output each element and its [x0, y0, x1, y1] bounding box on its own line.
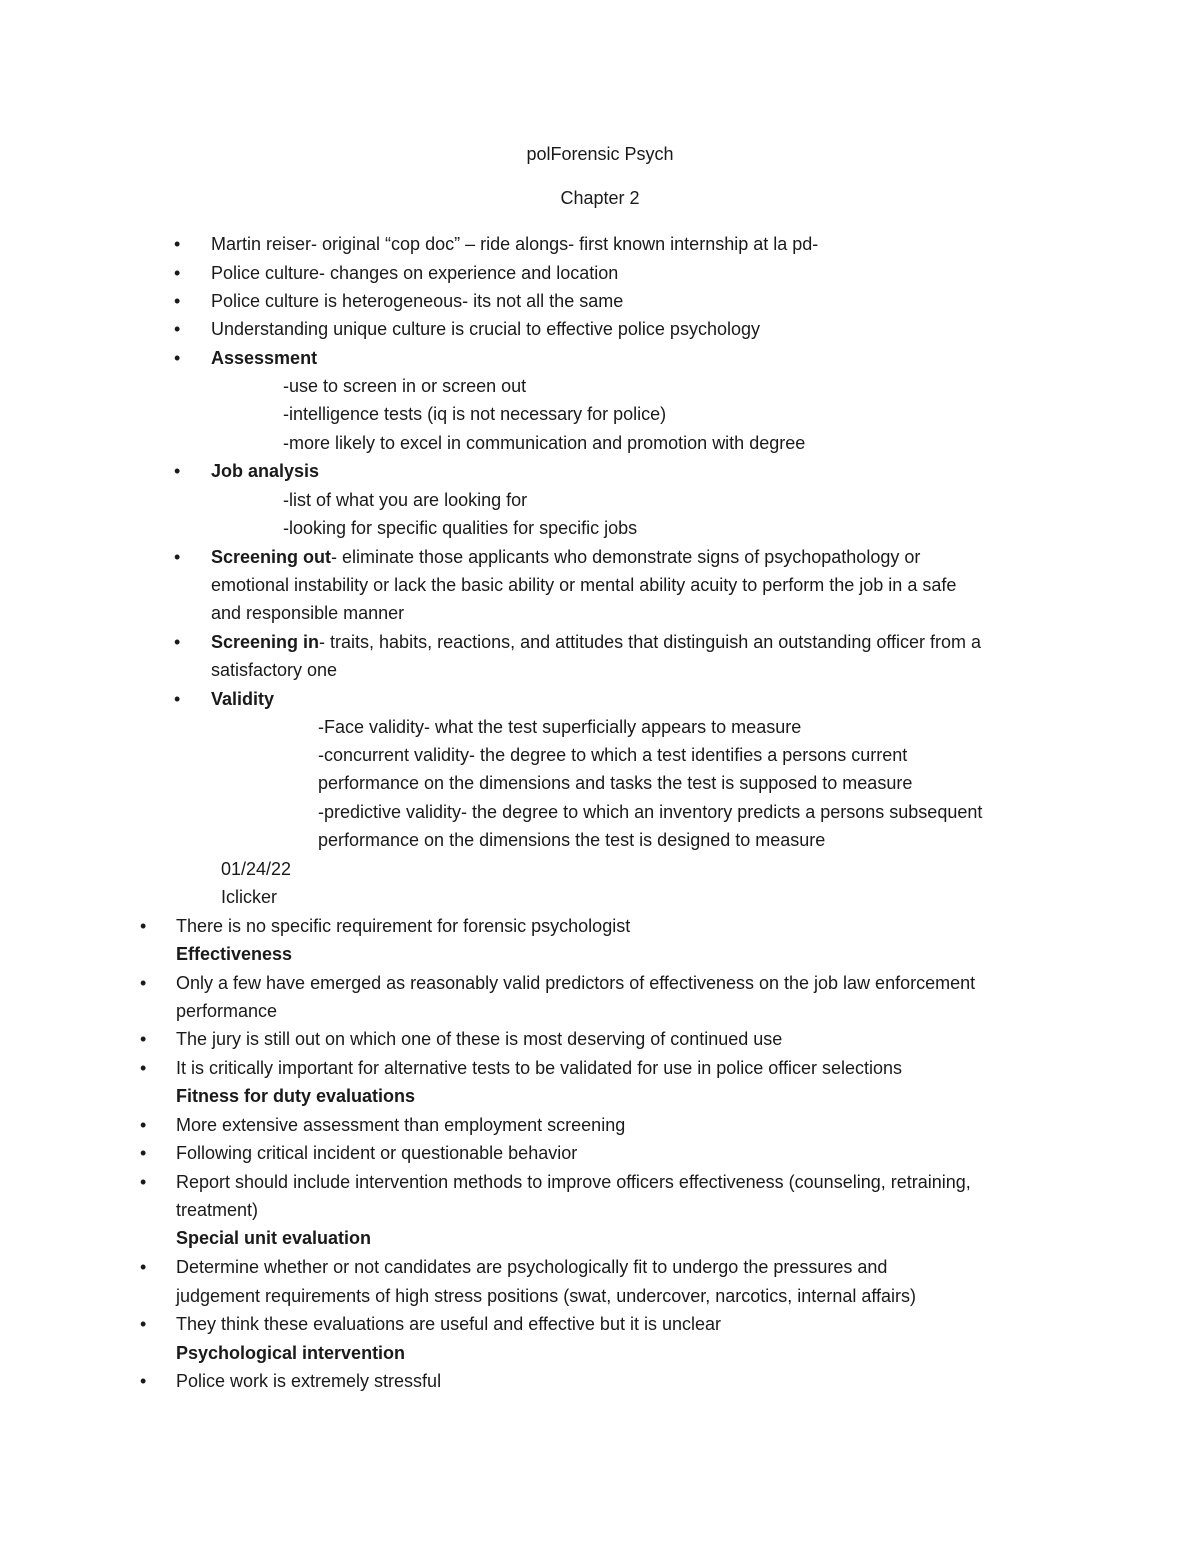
bullet-icon: • [174, 461, 181, 481]
sub-item: performance on the dimensions the test is designed to measure [318, 830, 826, 850]
fitness-heading: Fitness for duty evaluations [176, 1086, 416, 1106]
sub-item: -concurrent validity- the degree to which a test identifies a persons current [318, 745, 908, 765]
bullet-icon: • [174, 547, 181, 567]
bullet-icon: • [140, 916, 147, 936]
list-item: Understanding unique culture is crucial to effective police psychology [211, 319, 760, 339]
effectiveness-heading: Effectiveness [176, 944, 293, 964]
screening-out-term: Screening out [211, 547, 332, 567]
list-item [211, 543, 920, 571]
list-item: They think these evaluations are useful and effective but it is unclear [176, 1314, 721, 1334]
screening-out-text: - eliminate those applicants who demonstrate signs of psychopathology or [331, 547, 921, 567]
bullet-icon: • [140, 973, 147, 993]
sub-item: -looking for specific qualities for specific jobs [283, 518, 638, 538]
bullet-icon: • [140, 1371, 147, 1391]
iclicker-label: Iclicker [221, 887, 278, 907]
list-item: More extensive assessment than employment screening [176, 1115, 626, 1135]
sub-item: -use to screen in or screen out [283, 376, 527, 396]
list-item [211, 628, 981, 656]
bullet-icon: • [140, 1029, 147, 1049]
list-item: Martin reiser- original “cop doc” – ride alongs- first known internship at la pd- [211, 234, 819, 254]
list-item-continuation: treatment) [176, 1200, 259, 1220]
assessment-heading: Assessment [211, 348, 318, 368]
bullet-icon: • [140, 1058, 147, 1078]
bullet-icon: • [174, 234, 181, 254]
list-item: The jury is still out on which one of these is most deserving of continued use [176, 1029, 783, 1049]
bullet-icon: • [174, 632, 181, 652]
screening-in-term: Screening in [211, 632, 320, 652]
list-item-continuation: and responsible manner [211, 603, 405, 623]
list-item-continuation: performance [176, 1001, 278, 1021]
bullet-icon: • [140, 1314, 147, 1334]
list-item: Police culture is heterogeneous- its not all the same [211, 291, 624, 311]
psych-intervention-heading: Psychological intervention [176, 1343, 406, 1363]
bullet-icon: • [140, 1115, 147, 1135]
bullet-icon: • [140, 1172, 147, 1192]
list-item-continuation: emotional instability or lack the basic ability or mental ability acuity to perform the job in a safe [211, 575, 957, 595]
list-item: It is critically important for alternative tests to be validated for use in police officer selections [176, 1058, 903, 1078]
list-item: Determine whether or not candidates are psychologically fit to undergo the pressures and [176, 1257, 888, 1277]
date-label: 01/24/22 [221, 859, 292, 879]
bullet-icon: • [174, 689, 181, 709]
list-item: Police culture- changes on experience and location [211, 263, 619, 283]
screening-in-text: - traits, habits, reactions, and attitudes that distinguish an outstanding officer from a [319, 632, 982, 652]
bullet-icon: • [140, 1257, 147, 1277]
bullet-icon: • [174, 291, 181, 311]
sub-item: -list of what you are looking for [283, 490, 528, 510]
sub-item: -intelligence tests (iq is not necessary for police) [283, 404, 667, 424]
list-item: There is no specific requirement for forensic psychologist [176, 916, 631, 936]
sub-item: performance on the dimensions and tasks the test is supposed to measure [318, 773, 913, 793]
sub-item: -predictive validity- the degree to which an inventory predicts a persons subsequent [318, 802, 983, 822]
bullet-icon: • [174, 319, 181, 339]
sub-item: -Face validity- what the test superficially appears to measure [318, 717, 802, 737]
bullet-icon: • [174, 263, 181, 283]
special-unit-heading: Special unit evaluation [176, 1228, 372, 1248]
list-item: Following critical incident or questionable behavior [176, 1143, 578, 1163]
chapter-heading: Chapter 2 [560, 188, 640, 208]
bullet-icon: • [174, 348, 181, 368]
list-item: Report should include intervention methods to improve officers effectiveness (counseling, retraining, [176, 1172, 971, 1192]
bullet-icon: • [140, 1143, 147, 1163]
sub-item: -more likely to excel in communication and promotion with degree [283, 433, 806, 453]
list-item: Police work is extremely stressful [176, 1371, 442, 1391]
document-title: polForensic Psych [526, 144, 674, 164]
job-analysis-heading: Job analysis [211, 461, 320, 481]
list-item-continuation: judgement requirements of high stress positions (swat, undercover, narcotics, internal affairs) [176, 1286, 917, 1306]
list-item-continuation: satisfactory one [211, 660, 338, 680]
validity-heading: Validity [211, 689, 275, 709]
list-item: Only a few have emerged as reasonably valid predictors of effectiveness on the job law enforcement [176, 973, 976, 993]
